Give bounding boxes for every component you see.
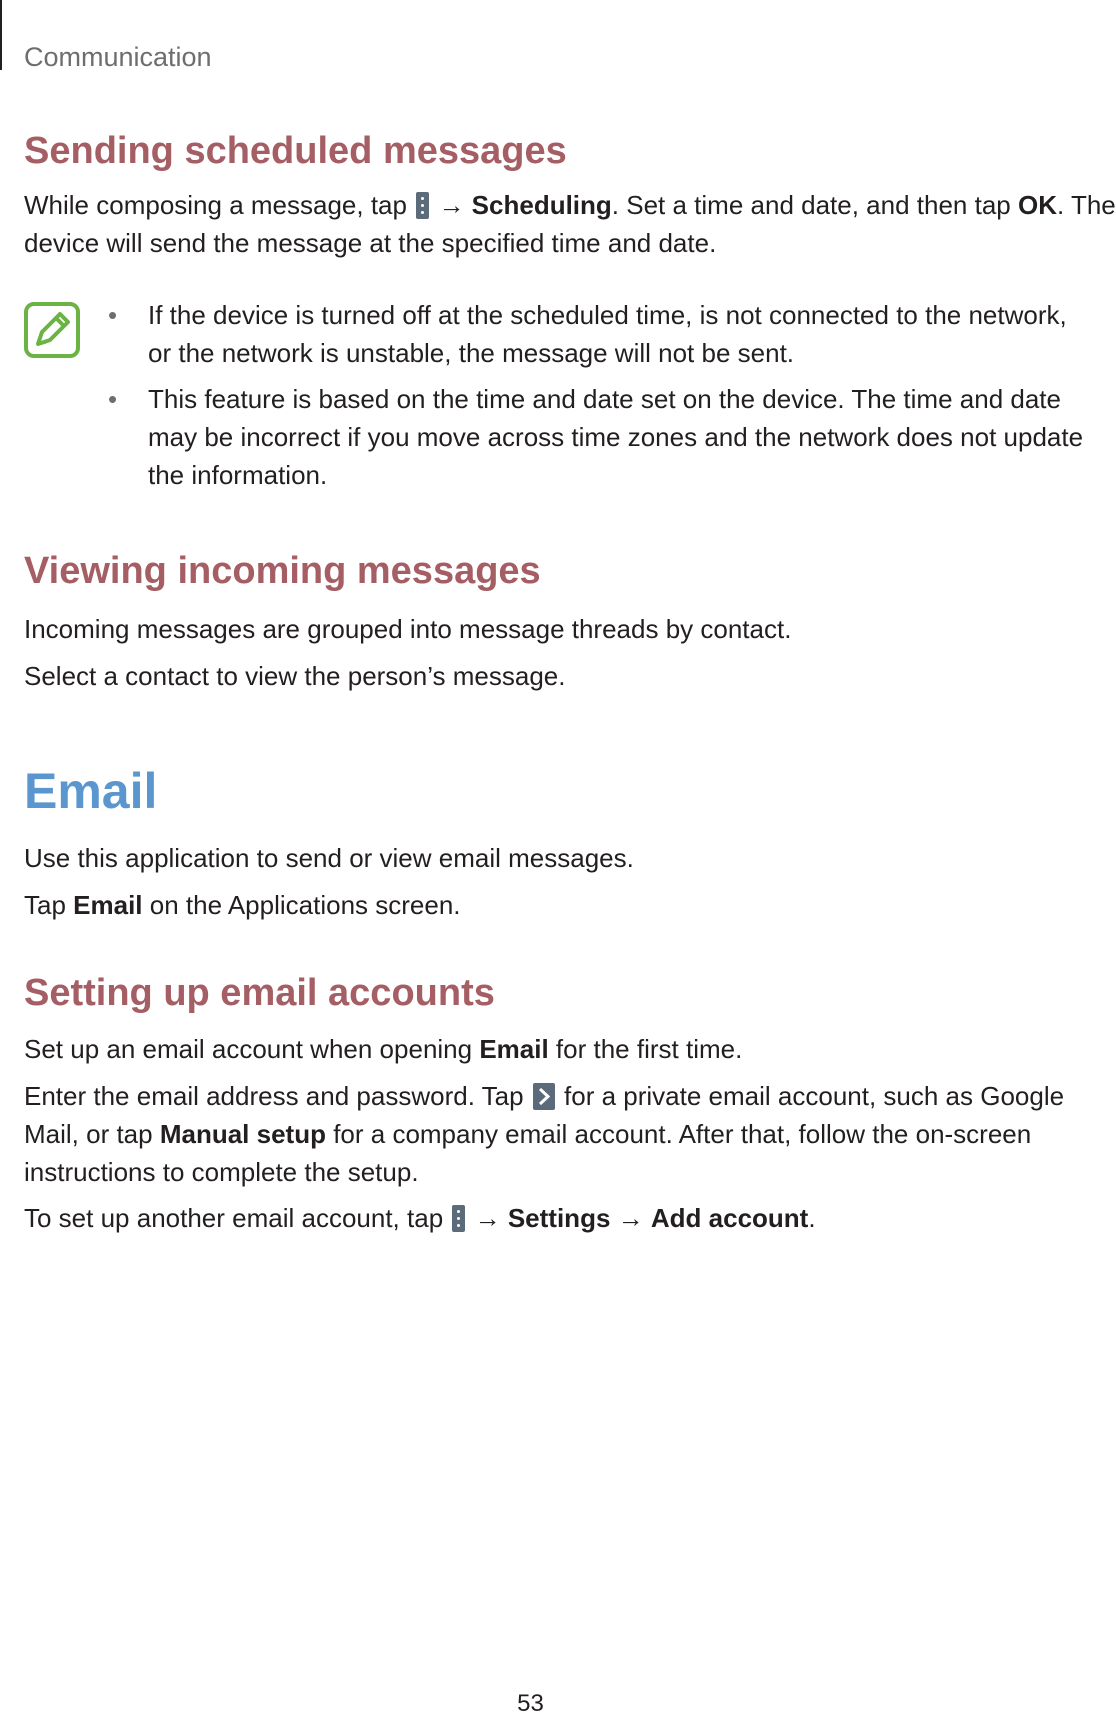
add-account-label: Add account xyxy=(650,1203,809,1233)
text: on the Applications screen. xyxy=(142,890,461,920)
text: for a company email account. After that, follow the on-screen xyxy=(325,1119,1032,1149)
note-line: If the device is turned off at the scheduled time, is not connected to the network, xyxy=(148,300,1067,330)
heading-viewing-incoming: Viewing incoming messages xyxy=(24,550,541,592)
text: . xyxy=(808,1203,816,1233)
text: Mail, or tap xyxy=(24,1119,160,1149)
bullet: • xyxy=(108,384,118,414)
heading-sending-scheduled: Sending scheduled messages xyxy=(24,130,567,172)
paragraph-scheduling-2: device will send the message at the specified time and date. xyxy=(24,228,717,258)
paragraph-email-1: Use this application to send or view email messages. xyxy=(24,843,634,873)
text: . The xyxy=(1056,190,1116,220)
note-pencil-icon xyxy=(24,302,80,358)
note-list xyxy=(108,296,1088,502)
note-item xyxy=(108,296,1088,372)
arrow: → xyxy=(474,1203,501,1233)
note-line: may be incorrect if you move across time zones and the network does not update xyxy=(148,422,1084,452)
paragraph-setup-1 xyxy=(24,1030,1054,1068)
text: . Set a time and date, and then tap xyxy=(611,190,1018,220)
note-line: the information. xyxy=(148,460,328,490)
ok-label: OK xyxy=(1017,190,1057,220)
heading-setting-up-email: Setting up email accounts xyxy=(24,972,495,1014)
bullet: • xyxy=(108,300,118,330)
paragraph-setup-3 xyxy=(24,1199,1054,1237)
scheduling-label: Scheduling xyxy=(471,190,612,220)
text: for the first time. xyxy=(548,1034,743,1064)
heading-email: Email xyxy=(24,763,158,819)
note-item xyxy=(108,380,1088,494)
note-line: or the network is unstable, the message will not be sent. xyxy=(148,338,795,368)
paragraph-setup-2 xyxy=(24,1077,1065,1115)
paragraph-viewing-1: Incoming messages are grouped into message threads by contact. xyxy=(24,614,792,644)
email-label: Email xyxy=(73,890,143,920)
text: Set up an email account when opening xyxy=(24,1034,480,1064)
note-line: This feature is based on the time and date set on the device. The time and date xyxy=(148,384,1061,414)
text: Tap xyxy=(24,890,74,920)
text: for a private email account, such as Google xyxy=(556,1081,1065,1111)
text: While composing a message, tap xyxy=(24,190,415,220)
paragraph-viewing-2: Select a contact to view the person’s message. xyxy=(24,661,566,691)
more-options-icon xyxy=(416,192,429,219)
paragraph-setup-2c: instructions to complete the setup. xyxy=(24,1157,419,1187)
arrow: → xyxy=(617,1203,644,1233)
email-label: Email xyxy=(479,1034,549,1064)
paragraph-email-2 xyxy=(24,886,1054,924)
page-number: 53 xyxy=(517,1690,544,1717)
manual-setup-label: Manual setup xyxy=(159,1119,326,1149)
arrow: → xyxy=(438,190,465,220)
next-icon xyxy=(533,1083,555,1110)
section-label: Communication xyxy=(24,42,212,72)
text: To set up another email account, tap xyxy=(24,1203,451,1233)
paragraph-setup-2b xyxy=(24,1115,1054,1153)
settings-label: Settings xyxy=(507,1203,611,1233)
more-options-icon xyxy=(452,1205,465,1232)
page-edge-rule xyxy=(0,0,2,70)
paragraph-scheduling-1 xyxy=(24,186,1116,224)
text: Enter the email address and password. Tap xyxy=(24,1081,531,1111)
